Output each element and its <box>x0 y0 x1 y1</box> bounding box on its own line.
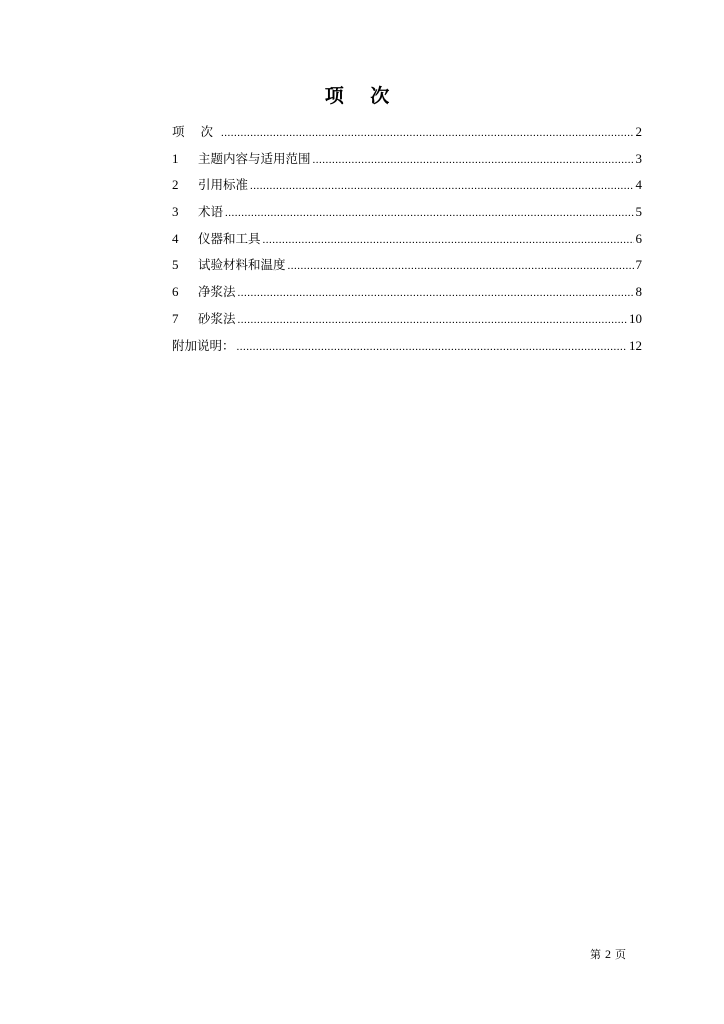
toc-entry[interactable] <box>172 226 642 253</box>
toc-entry[interactable] <box>172 199 642 226</box>
toc-entry[interactable] <box>172 172 642 199</box>
toc-entry-text: 术语 <box>198 204 224 220</box>
toc-entry[interactable] <box>172 306 642 333</box>
toc-entry-text: 主题内容与适用范围 <box>198 150 311 166</box>
toc-leader-dots <box>250 173 633 200</box>
toc-entry[interactable] <box>172 119 642 146</box>
footer-page-number: 2 <box>605 947 612 961</box>
toc-entry-text: 引用标准 <box>198 177 249 193</box>
toc-leader-dots <box>238 280 634 307</box>
toc-entry-page: 6 <box>635 230 642 246</box>
footer-prefix: 第 <box>590 948 602 961</box>
toc-entry-page: 12 <box>629 337 642 353</box>
toc-entry-number: 3 <box>172 204 179 220</box>
toc-entry-page: 10 <box>629 310 642 326</box>
toc-entry-number: 1 <box>172 150 179 166</box>
toc-entry-number: 5 <box>172 257 179 273</box>
toc-entry-number: 7 <box>172 310 179 326</box>
page-footer <box>590 946 627 962</box>
toc-entry[interactable] <box>172 279 642 306</box>
footer-suffix: 页 <box>615 948 627 961</box>
toc-entry-number: 2 <box>172 177 179 193</box>
toc-leader-dots <box>288 253 634 280</box>
toc-entry[interactable] <box>172 333 642 360</box>
toc-leader-dots <box>313 147 634 174</box>
toc-entry[interactable] <box>172 146 642 173</box>
toc-list <box>172 119 642 359</box>
toc-entry-page: 7 <box>635 257 642 273</box>
toc-entry-number: 4 <box>172 230 179 246</box>
toc-entry-page: 3 <box>635 150 642 166</box>
toc-entry-text: 砂浆法 <box>198 310 236 326</box>
toc-entry-text: 仪器和工具 <box>198 230 261 246</box>
toc-entry-page: 2 <box>635 124 642 139</box>
toc-entry-page: 5 <box>635 204 642 220</box>
page-title: 项 次 <box>324 85 400 107</box>
toc-entry-text: 项 次 <box>172 124 219 139</box>
toc-entry-text: 净浆法 <box>198 284 236 300</box>
toc-leader-dots <box>237 334 627 361</box>
toc-entry-text: 附加说明： <box>172 337 235 353</box>
toc-entry-text: 试验材料和温度 <box>198 257 286 273</box>
toc-leader-dots <box>263 227 634 254</box>
toc-leader-dots <box>225 200 633 227</box>
toc-entry-number: 6 <box>172 284 179 300</box>
toc-entry-page: 8 <box>635 284 642 300</box>
toc-leader-dots <box>238 307 627 334</box>
toc-entry[interactable] <box>172 252 642 279</box>
toc-leader-dots <box>221 120 634 147</box>
toc-entry-page: 4 <box>635 177 642 193</box>
